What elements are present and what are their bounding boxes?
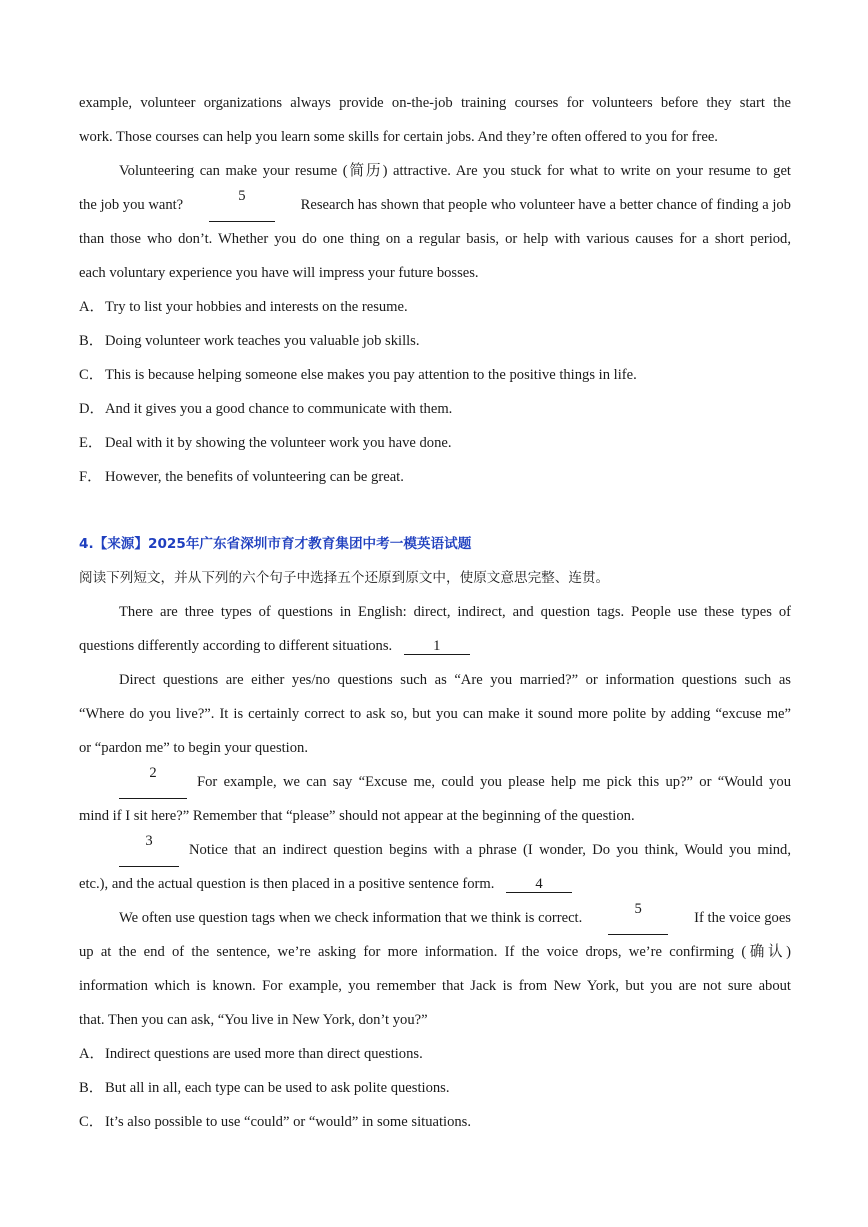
option-letter: D． [79, 401, 105, 417]
option-text: Indirect questions are used more than direct questions. [105, 1046, 423, 1062]
answer-blank-5[interactable]: 5 [608, 901, 668, 935]
option-text: And it gives you a good chance to communicate with them. [105, 401, 453, 417]
option-text: Try to list your hobbies and interests on the resume. [105, 299, 408, 315]
option-e [79, 426, 791, 460]
paragraph-line: mind if I sit here?” Remember that “please” should not appear at the beginning of the question. [79, 808, 635, 824]
option-c [79, 358, 791, 392]
answer-blank-1[interactable]: 1 [404, 638, 470, 655]
option-a [79, 1037, 791, 1071]
text-fragment: the job you want? [79, 197, 184, 213]
paragraph-line: than those who don’t. Whether you do one thing on a regular basis, or help with various causes for a short period, [79, 231, 791, 247]
paragraph-line: up at the end of the sentence, we’re asking for more information. If the voice drops, we’re confirming (确认) [79, 944, 791, 960]
option-letter: E． [79, 435, 103, 451]
paragraph-line: or “pardon me” to begin your question. [79, 740, 308, 756]
option-text: Deal with it by showing the volunteer work you have done. [105, 435, 452, 451]
option-letter: C． [79, 367, 104, 383]
paragraph-line: that. Then you can ask, “You live in New York, don’t you?” [79, 1012, 428, 1028]
question-heading: 4.【来源】2025年广东省深圳市育才教育集团中考一模英语试题 [79, 536, 472, 552]
option-a [79, 290, 791, 324]
option-c [79, 1105, 791, 1139]
option-letter: F． [79, 469, 102, 485]
paragraph-line: Direct questions are either yes/no questions such as “Are you married?” or information questions such as [119, 672, 791, 688]
option-text: It’s also possible to use “could” or “would” in some situations. [105, 1114, 472, 1130]
paragraph-line [79, 901, 791, 935]
option-text: Doing volunteer work teaches you valuable job skills. [105, 333, 420, 349]
paragraph-line: There are three types of questions in English: direct, indirect, and question tags. People use these types of [119, 604, 791, 620]
paragraph-line: Volunteering can make your resume (简历) attractive. Are you stuck for what to write on your resume to get [119, 163, 791, 179]
text-fragment: questions differently according to different situations. [79, 638, 393, 654]
option-letter: C． [79, 1114, 104, 1130]
paragraph-line: “Where do you live?”. It is certainly correct to ask so, but you can make it sound more polite by adding “excuse me” [79, 706, 791, 722]
section-gap [79, 494, 791, 527]
paragraph-line [79, 188, 791, 222]
option-letter: A． [79, 1046, 105, 1062]
option-letter: B． [79, 333, 104, 349]
answer-blank-4[interactable]: 4 [506, 876, 572, 893]
instruction-text: 阅读下列短文，并从下列的六个句子中选择五个还原到原文中，使原文意思完整、连贯。 [79, 570, 610, 586]
text-fragment: Research has shown that people who volunteer have a better chance of finding a job [300, 197, 791, 213]
paragraph-line [79, 765, 791, 799]
document-content [79, 86, 791, 1139]
option-text: But all in all, each type can be used to ask polite questions. [105, 1080, 450, 1096]
paragraph-line: work. Those courses can help you learn some skills for certain jobs. And they’re often offered to you for free. [79, 129, 718, 145]
paragraph-line [79, 629, 791, 663]
option-b [79, 324, 791, 358]
option-text: However, the benefits of volunteering can be great. [105, 469, 404, 485]
paragraph-line: each voluntary experience you have will impress your future bosses. [79, 265, 479, 281]
paragraph-line: example, volunteer organizations always provide on-the-job training courses for volunteers before they start the [79, 95, 791, 111]
paragraph-line [79, 867, 791, 901]
option-text: This is because helping someone else makes you pay attention to the positive things in life. [105, 367, 637, 383]
option-b [79, 1071, 791, 1105]
option-letter: A． [79, 299, 105, 315]
option-letter: B． [79, 1080, 104, 1096]
text-fragment: etc.), and the actual question is then placed in a positive sentence form. [79, 876, 495, 892]
text-fragment: We often use question tags when we check information that we think is correct. [119, 910, 583, 926]
option-f [79, 460, 791, 494]
paragraph-line [79, 833, 791, 867]
text-fragment: If the voice goes [694, 910, 791, 926]
answer-blank-3[interactable]: 3 [119, 833, 179, 867]
answer-blank-5[interactable]: 5 [209, 188, 275, 222]
text-fragment: Notice that an indirect question begins with a phrase (I wonder, Do you think, Would you mind, [189, 842, 791, 858]
option-d [79, 392, 791, 426]
answer-blank-2[interactable]: 2 [119, 765, 187, 799]
paragraph-line: information which is known. For example, you remember that Jack is from New York, but you are not sure about [79, 978, 791, 994]
text-fragment: For example, we can say “Excuse me, could you please help me pick this up?” or “Would you [197, 774, 791, 790]
